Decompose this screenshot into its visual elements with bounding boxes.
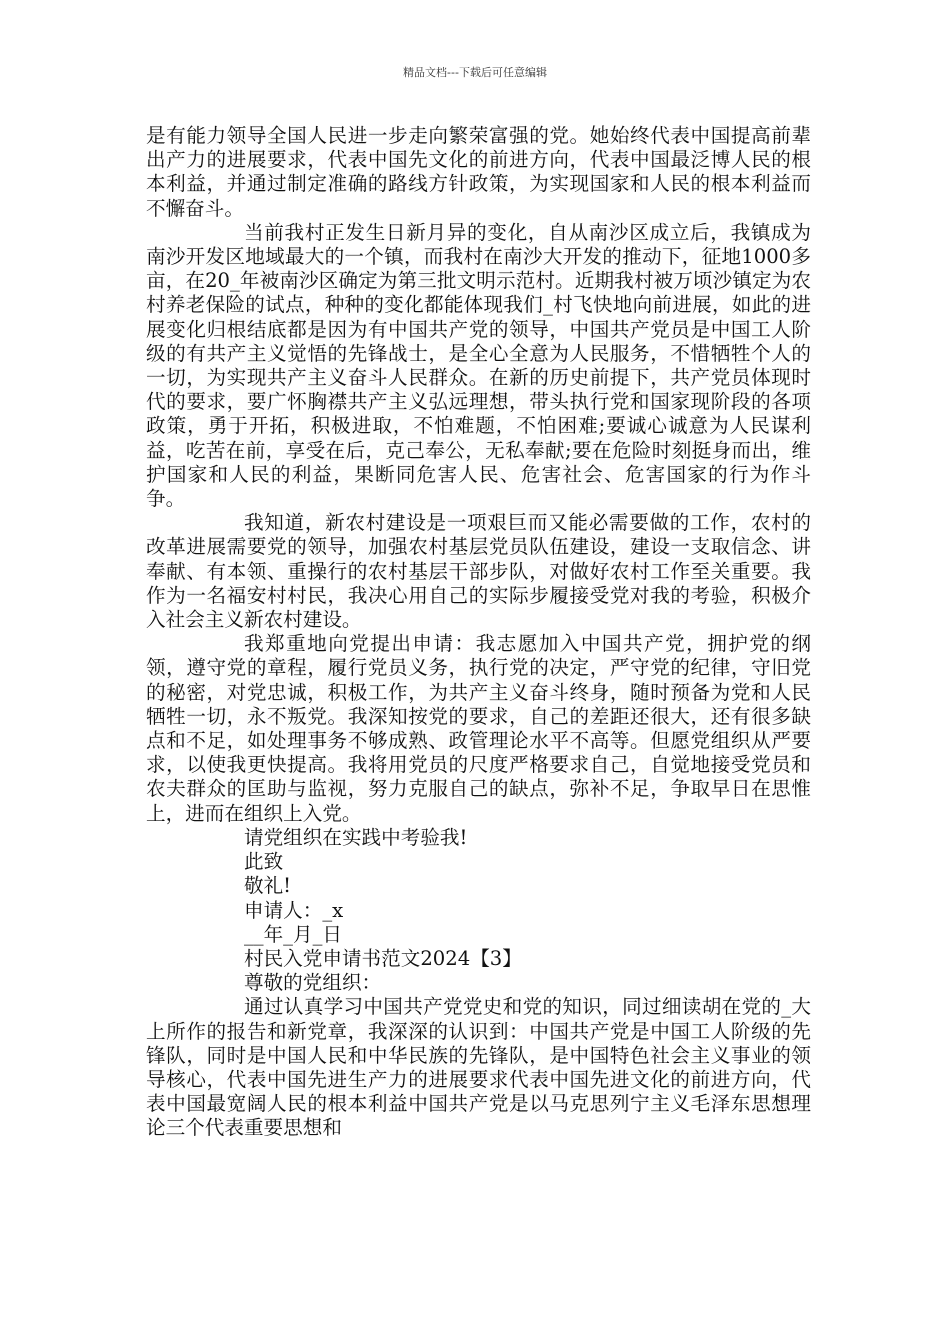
closing-line-1: 请党组织在实践中考验我! [244,825,468,849]
paragraph-1: 是有能力领导全国人民进一步走向繁荣富强的党。她始终代表中国提高前辈出产力的进展要求，代表中国先文化的前进方向，代表中国最泛博人民的根本利益，并通过制定准确的路线方针政策，为实现国家和人民的根本利益而不懈奋斗。 [146,124,811,220]
salutation: 尊敬的党组织： [244,971,382,995]
section-title: 村民入党申请书范文2024【3】 [244,946,522,970]
paragraph-2: 当前我村正发生日新月异的变化，自从南沙区成立后，我镇成为南沙开发区地域最大的一个镇，而我村在南沙大开发的推动下，征地1000多亩，在20_年被南沙区确定为第三批文明示范村。近期我村被万顷沙镇定为农村养老保险的试点，种种的变化都能体现我们_村飞快地向前进展，如此的进展变化归根结底都是因为有中国共产党的领导，中国共产党员是中国工人阶级的有共产主义觉悟的先锋战士，是全心全意为人民服务，不惜牺牲个人的一切，为实现共产主义奋斗人民群众。在新的历史前提下，共产党员体现时代的要求，要广怀胸襟共产主义弘远理想，带头执行党和国家现阶段的各项政策，勇于开拓，积极进取，不怕难题，不怕困难;要诚心诚意为人民谋利益，吃苦在前，享受在后，克己奉公，无私奉献;要在危险时刻挺身而出，维护国家和人民的利益，果断同危害人民、危害社会、危害国家的行为作斗争。 [146,220,811,511]
document-body [146,124,811,1141]
closing-line-3: 敬礼! [244,874,292,898]
paragraph-4: 我郑重地向党提出申请：我志愿加入中国共产党，拥护党的纲领，遵守党的章程，履行党员义务，执行党的决定，严守党的纪律，守旧党的秘密，对党忠诚，积极工作，为共产主义奋斗终身，随时预备为党和人民牺牲一切，永不叛党。我深知按党的要求，自己的差距还很大，还有很多缺点和不足，如处理事务不够成熟、政管理论水平不高等。但愿党组织从严要求，以使我更快提高。我将用党员的尺度严格要求自己，自觉地接受党员和农夫群众的匡助与监视，努力克服自己的缺点，弥补不足，争取早日在思惟上，进而在组织上入党。 [146,632,811,825]
date-line: __年_月_日 [244,922,342,946]
paragraph-3: 我知道，新农村建设是一项艰巨而又能必需要做的工作，农村的改革进展需要党的领导，加强农村基层党员队伍建设，建设一支取信念、讲奉献、有本领、重操行的农村基层干部步队，对做好农村工作至关重要。我作为一名福安村村民，我决心用自己的实际步履接受党对我的考验，积极介入社会主义新农村建设。 [146,511,811,632]
applicant-line: 申请人：_x [244,898,344,922]
paragraph-5: 通过认真学习中国共产党党史和党的知识，同过细读胡在党的_大上所作的报告和新党章，我深深的认识到：中国共产党是中国工人阶级的先锋队，同时是中国人民和中华民族的先锋队，是中国特色社会主义事业的领导核心，代表中国先进生产力的进展要求代表中国先进文化的前进方向，代表中国最宽阔人民的根本利益中国共产党是以马克思列宁主义毛泽东思想理论三个代表重要思想和 [146,995,811,1140]
closing-line-2: 此致 [244,850,284,874]
page-header: 精品文档---下载后可任意编辑 [403,66,547,79]
